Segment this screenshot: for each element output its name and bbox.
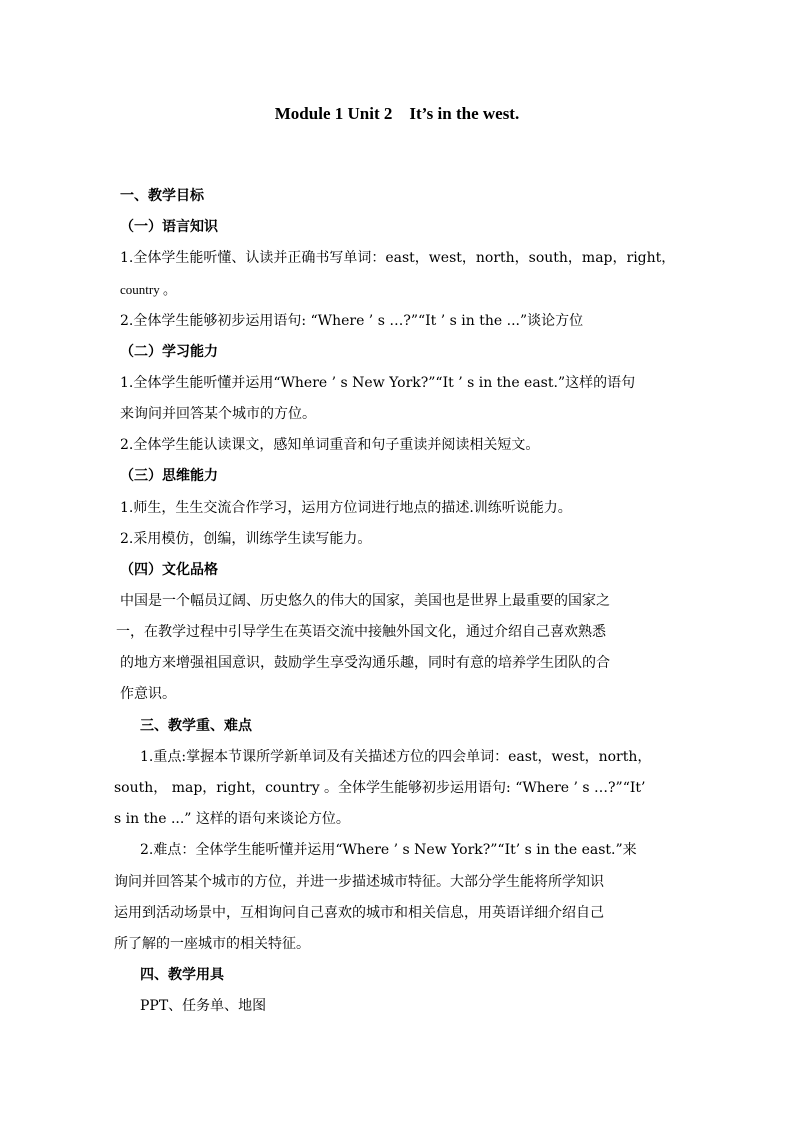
- paragraph-line: south， map，right，country 。全体学生能够初步运用语句: “Where ’ s …?”“It’: [114, 780, 646, 796]
- paragraph-line: 作意识。: [120, 686, 176, 702]
- section-heading-key-points: 三、教学重、难点: [140, 718, 252, 734]
- section-heading-objectives: 一、教学目标: [120, 188, 204, 204]
- paragraph-line: 1.师生，生生交流合作学习，运用方位词进行地点的描述.训练听说能力。: [120, 500, 572, 516]
- paragraph-line: 2.全体学生能够初步运用语句: “Where ’ s …?”“It ’ s in the ...”谈论方位: [120, 313, 584, 329]
- paragraph-line: 1.重点:掌握本节课所学新单词及有关描述方位的四会单词：east，west，north，: [140, 749, 652, 765]
- paragraph-line: 运用到活动场景中，互相询问自己喜欢的城市和相关信息，用英语详细介绍自己: [114, 905, 604, 921]
- paragraph-line: 1.全体学生能听懂、认读并正确书写单词：east，west，north，south，map，right，: [120, 250, 676, 266]
- subheading-language-knowledge: （一）语言知识: [120, 219, 218, 235]
- paragraph-line: 1.全体学生能听懂并运用“Where ’ s New York?”“It ’ s in the east.”这样的语句: [120, 375, 636, 391]
- paragraph-line: 所了解的一座城市的相关特征。: [114, 936, 310, 952]
- paragraph-line: 来询问并回答某个城市的方位。: [120, 406, 316, 422]
- paragraph-line: 一，在教学过程中引导学生在英语交流中接触外国文化，通过介绍自己喜欢熟悉: [116, 624, 606, 640]
- paragraph-line: s in the ...” 这样的语句来谈论方位。: [114, 811, 350, 827]
- subheading-learning-ability: （二）学习能力: [120, 344, 218, 360]
- paragraph-line: 2.全体学生能认读课文，感知单词重音和句子重读并阅读相关短文。: [120, 437, 540, 453]
- subheading-cultural-character: （四）文化品格: [120, 562, 218, 578]
- paragraph-line: 的地方来增强祖国意识，鼓励学生享受沟通乐趣，同时有意的培养学生团队的合: [120, 655, 610, 671]
- paragraph-line: 询问并回答某个城市的方位，并进一步描述城市特征。大部分学生能将所学知识: [114, 874, 604, 890]
- paragraph-line: 2.采用模仿，创编，训练学生读写能力。: [120, 531, 372, 547]
- document-title: Module 1 Unit 2 It’s in the west.: [274, 104, 520, 123]
- paragraph-line: PPT、任务单、地图: [140, 998, 267, 1014]
- subheading-thinking-ability: （三）思维能力: [120, 468, 218, 484]
- paragraph-line: country 。: [120, 282, 176, 297]
- paragraph-line: 中国是一个幅员辽阔、历史悠久的伟大的国家，美国也是世界上最重要的国家之: [120, 593, 610, 609]
- section-heading-teaching-aids: 四、教学用具: [140, 967, 224, 983]
- paragraph-line: 2.难点：全体学生能听懂并运用“Where ’ s New York?”“It’ s in the east.”来: [140, 842, 637, 858]
